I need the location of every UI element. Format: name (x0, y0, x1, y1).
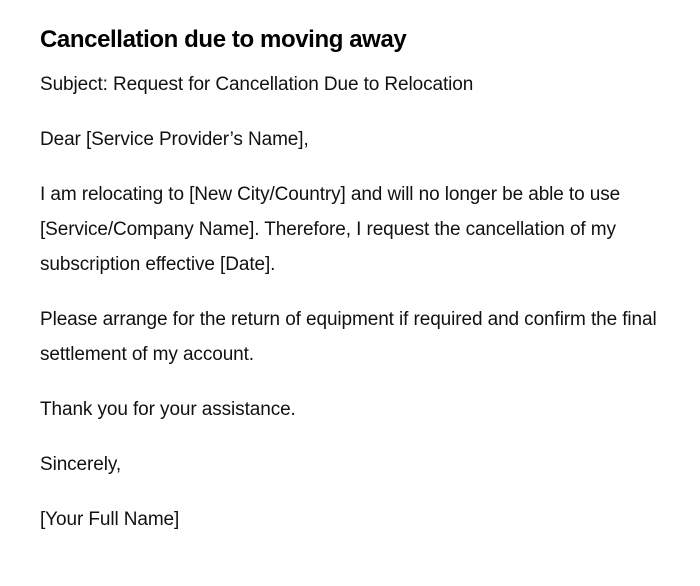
document-title: Cancellation due to moving away (40, 26, 407, 53)
body-paragraph-equipment: Please arrange for the return of equipment if required and confirm the final settlement of my account. (40, 309, 657, 365)
salutation: Dear [Service Provider’s Name], (40, 129, 309, 150)
letter-document (40, 24, 660, 557)
body-paragraph-thanks: Thank you for your assistance. (40, 399, 296, 420)
body-paragraph-relocation: I am relocating to [New City/Country] and will no longer be able to use [Service/Company Name]. Therefore, I request the cancellation of my subscription effective [Date]. (40, 184, 621, 275)
closing: Sincerely, (40, 454, 122, 475)
subject-line: Subject: Request for Cancellation Due to Relocation (40, 74, 474, 95)
signature: [Your Full Name] (40, 509, 180, 530)
